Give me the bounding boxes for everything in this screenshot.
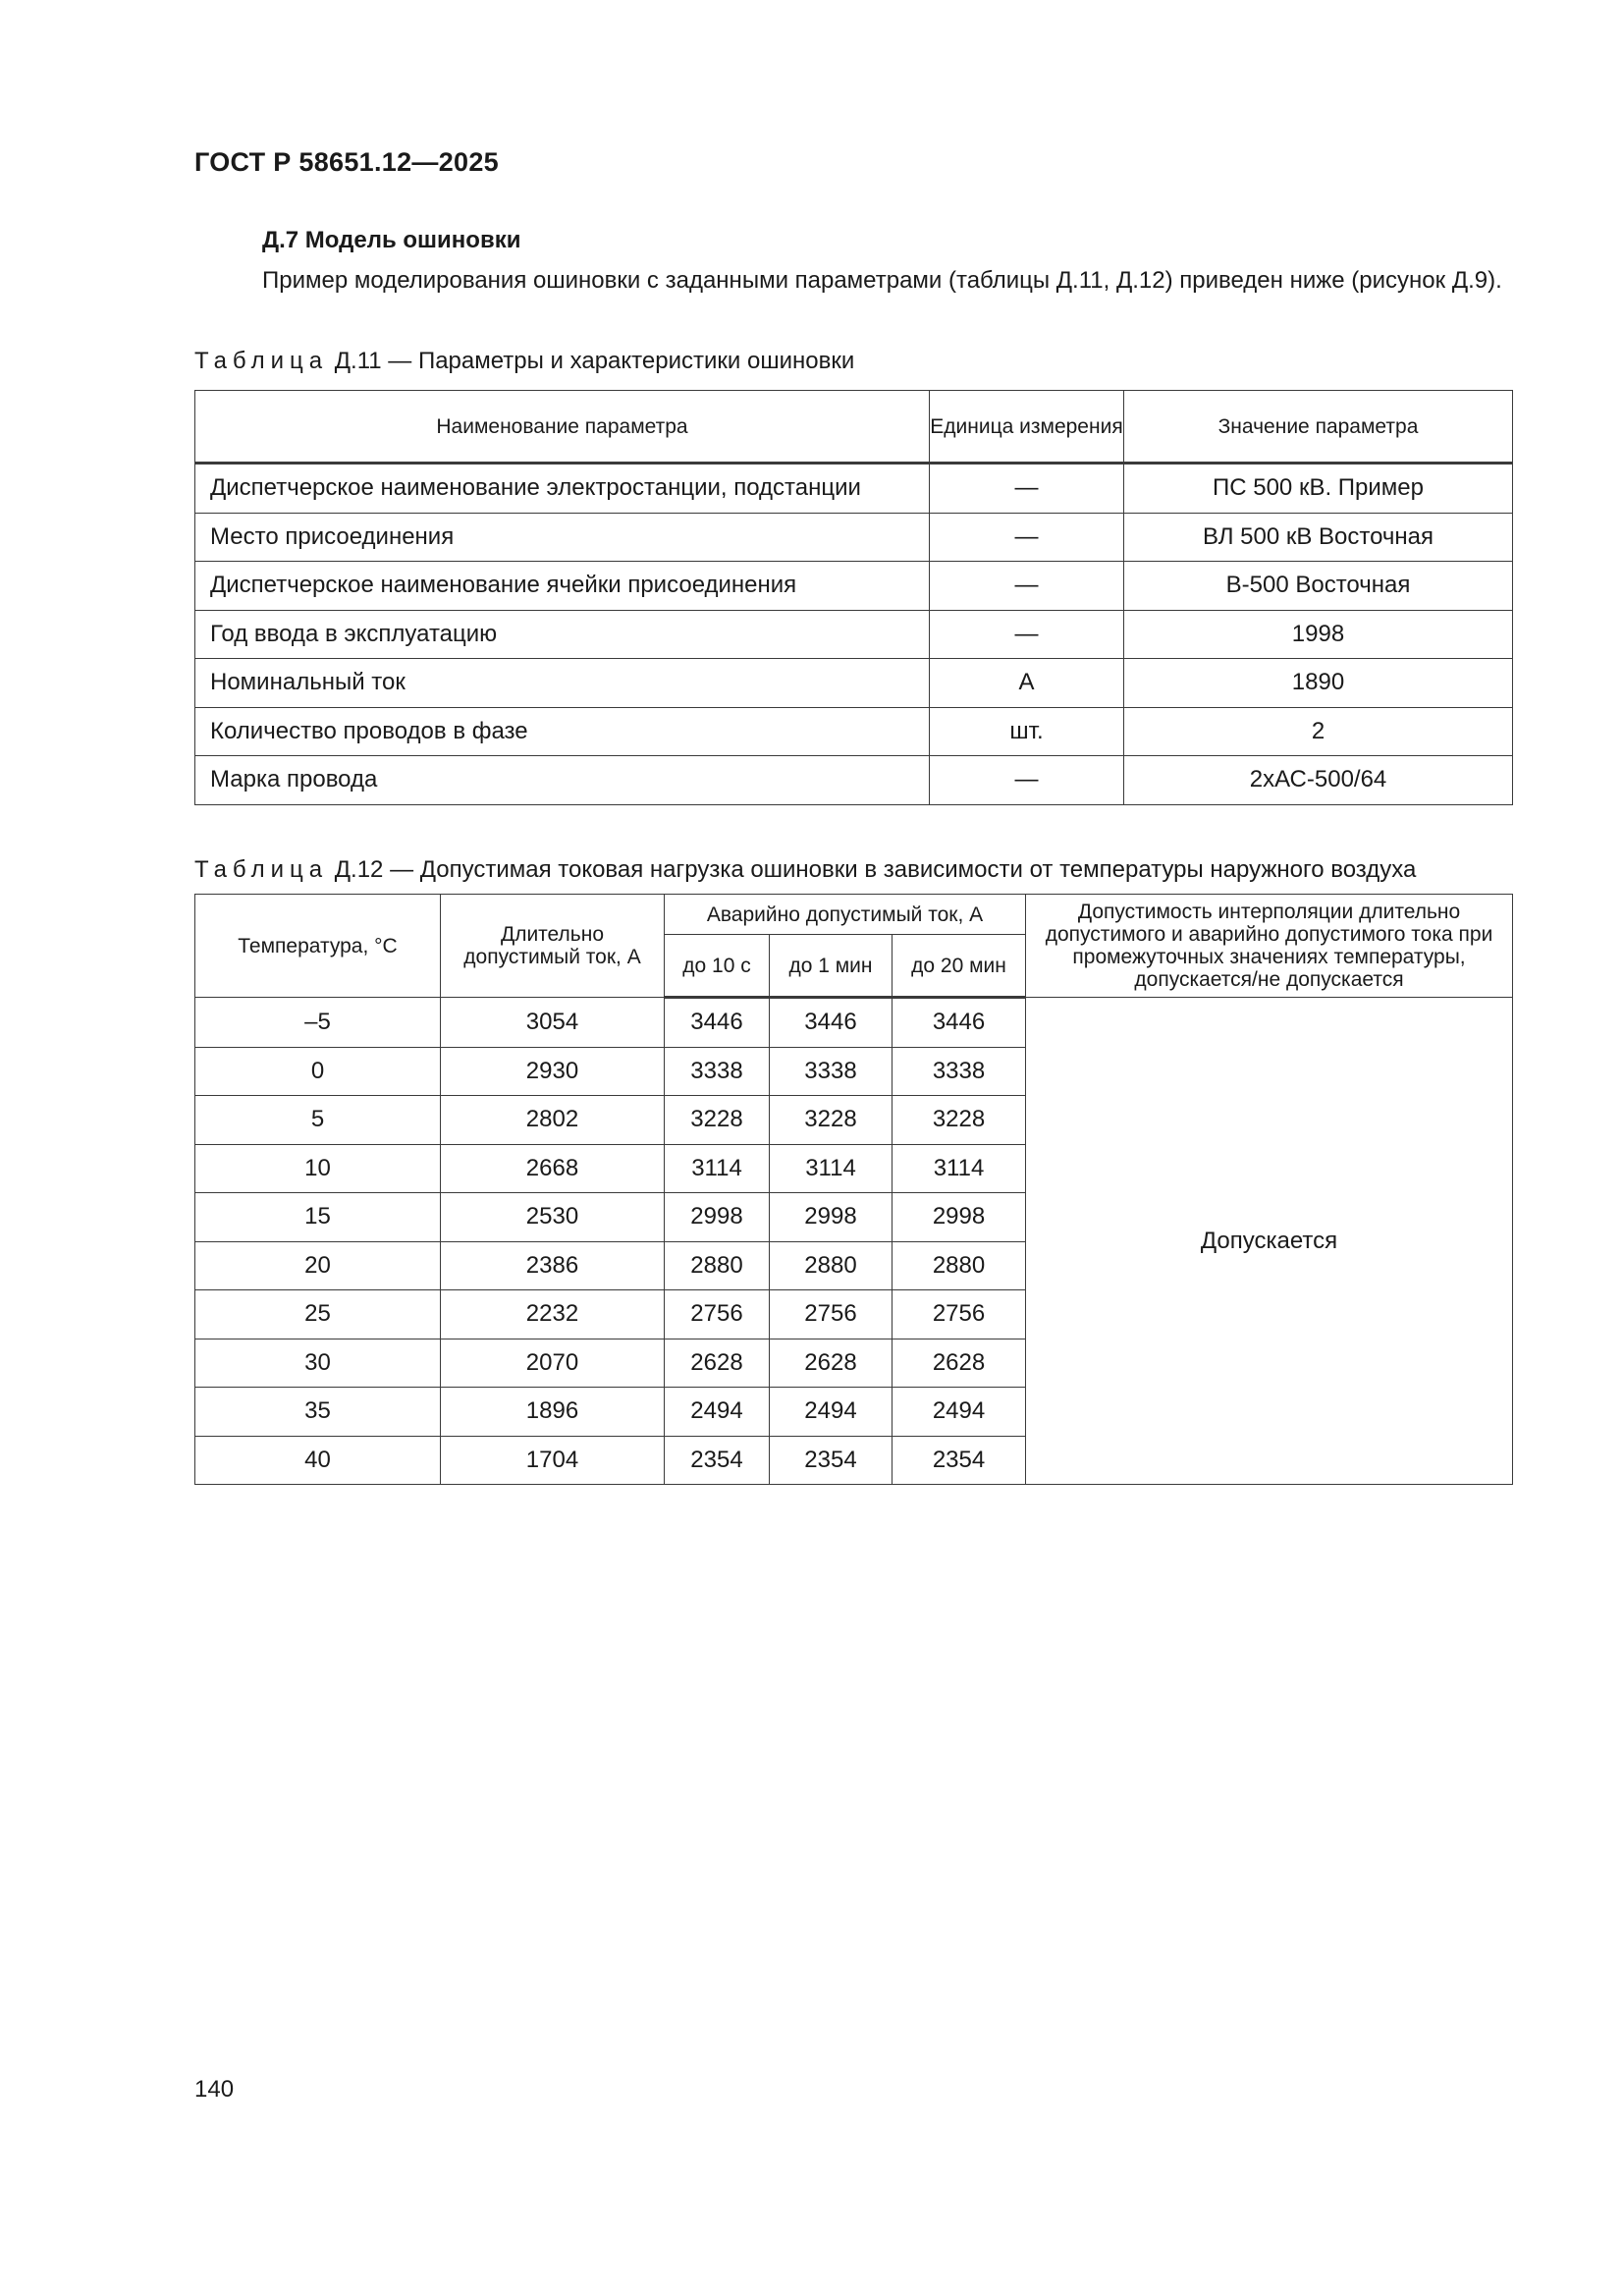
table-d12-caption-text: Д.12 — Допустимая токовая нагрузка ошиновки в зависимости от температуры наружного воздуха (334, 856, 1417, 883)
continuous-current-cell: 2070 (441, 1339, 665, 1388)
table-row (195, 659, 1513, 708)
table-d11 (194, 390, 1513, 805)
emergency-1min-cell: 2756 (770, 1290, 893, 1339)
emergency-1min-cell: 3446 (770, 998, 893, 1048)
table-d12 (194, 894, 1513, 1485)
emergency-1min-cell: 2494 (770, 1388, 893, 1437)
emergency-10s-cell: 3446 (665, 998, 770, 1048)
parameter-name-cell: Диспетчерское наименование электростанции, подстанции (195, 464, 930, 514)
value-cell: ПС 500 кВ. Пример (1124, 464, 1513, 514)
table-row (195, 562, 1513, 611)
continuous-current-cell: 3054 (441, 998, 665, 1048)
temperature-cell: 10 (195, 1144, 441, 1193)
section-paragraph: Пример моделирования ошиновки с заданными параметрами (таблицы Д.11, Д.12) приведен ниже (рисунок Д.9). (262, 267, 1502, 294)
table-row (195, 464, 1513, 514)
emergency-20min-cell: 2756 (893, 1290, 1026, 1339)
temperature-cell: 20 (195, 1241, 441, 1290)
unit-cell: — (930, 756, 1124, 805)
continuous-current-cell: 2530 (441, 1193, 665, 1242)
table-d11-header-value: Значение параметра (1124, 391, 1513, 464)
continuous-current-cell: 2802 (441, 1096, 665, 1145)
table-d12-body (195, 895, 1513, 1485)
emergency-10s-cell: 3338 (665, 1047, 770, 1096)
emergency-10s-cell: 2628 (665, 1339, 770, 1388)
page-number: 140 (194, 2076, 235, 2103)
value-cell: В-500 Восточная (1124, 562, 1513, 611)
emergency-20min-cell: 2880 (893, 1241, 1026, 1290)
emergency-20min-cell: 3228 (893, 1096, 1026, 1145)
document-header-title: ГОСТ Р 58651.12—2025 (194, 147, 499, 177)
interpolation-value-cell: Допускается (1026, 998, 1513, 1485)
table-d11-caption-word: Таблица (194, 348, 329, 374)
emergency-10s-cell: 2494 (665, 1388, 770, 1437)
parameter-name-cell: Диспетчерское наименование ячейки присоединения (195, 562, 930, 611)
table-row (195, 707, 1513, 756)
section-title: Д.7 Модель ошиновки (262, 227, 521, 253)
unit-cell: А (930, 659, 1124, 708)
emergency-1min-cell: 2880 (770, 1241, 893, 1290)
continuous-current-cell: 2386 (441, 1241, 665, 1290)
table-d11-header-parameter-name: Наименование параметра (195, 391, 930, 464)
emergency-10s-cell: 2998 (665, 1193, 770, 1242)
continuous-current-cell: 1896 (441, 1388, 665, 1437)
emergency-1min-cell: 2628 (770, 1339, 893, 1388)
emergency-20min-cell: 2998 (893, 1193, 1026, 1242)
emergency-1min-cell: 3338 (770, 1047, 893, 1096)
table-d12-header-emergency-sub: до 1 мин (770, 935, 893, 998)
emergency-20min-cell: 2628 (893, 1339, 1026, 1388)
temperature-cell: 5 (195, 1096, 441, 1145)
value-cell: 2 (1124, 707, 1513, 756)
emergency-20min-cell: 3114 (893, 1144, 1026, 1193)
table-row (195, 610, 1513, 659)
temperature-cell: 40 (195, 1436, 441, 1485)
table-d12-header-row-1 (195, 895, 1513, 935)
unit-cell: шт. (930, 707, 1124, 756)
table-row (195, 756, 1513, 805)
emergency-20min-cell: 2494 (893, 1388, 1026, 1437)
unit-cell: — (930, 464, 1124, 514)
unit-cell: — (930, 513, 1124, 562)
temperature-cell: 35 (195, 1388, 441, 1437)
continuous-current-cell: 2232 (441, 1290, 665, 1339)
temperature-cell: 0 (195, 1047, 441, 1096)
parameter-name-cell: Номинальный ток (195, 659, 930, 708)
parameter-name-cell: Год ввода в эксплуатацию (195, 610, 930, 659)
table-row (195, 998, 1513, 1048)
unit-cell: — (930, 610, 1124, 659)
table-d12-caption-word: Таблица (194, 856, 329, 883)
table-d11-header-unit: Единица измерения (930, 391, 1124, 464)
unit-cell: — (930, 562, 1124, 611)
temperature-cell: 30 (195, 1339, 441, 1388)
value-cell: 2хАС-500/64 (1124, 756, 1513, 805)
temperature-cell: 25 (195, 1290, 441, 1339)
table-d11-caption (194, 348, 854, 375)
value-cell: 1998 (1124, 610, 1513, 659)
table-d11-header-row (195, 391, 1513, 464)
table-d12-header-continuous-current: Длительно допустимый ток, А (441, 895, 665, 998)
emergency-20min-cell: 2354 (893, 1436, 1026, 1485)
table-d12-header-emergency-current: Аварийно допустимый ток, А (665, 895, 1026, 935)
temperature-cell: –5 (195, 998, 441, 1048)
emergency-1min-cell: 3114 (770, 1144, 893, 1193)
table-d12-caption (194, 856, 1416, 884)
emergency-1min-cell: 2998 (770, 1193, 893, 1242)
value-cell: 1890 (1124, 659, 1513, 708)
emergency-10s-cell: 2354 (665, 1436, 770, 1485)
value-cell: ВЛ 500 кВ Восточная (1124, 513, 1513, 562)
continuous-current-cell: 1704 (441, 1436, 665, 1485)
table-d12-header-temperature: Температура, °С (195, 895, 441, 998)
table-d12-header-emergency-sub: до 10 с (665, 935, 770, 998)
parameter-name-cell: Место присоединения (195, 513, 930, 562)
emergency-20min-cell: 3446 (893, 998, 1026, 1048)
continuous-current-cell: 2930 (441, 1047, 665, 1096)
table-d12-header-interpolation: Допустимость интерполяции длительно допустимого и аварийно допустимого тока при промежуточных значениях температуры, допускается/не допускается (1026, 895, 1513, 998)
emergency-10s-cell: 2880 (665, 1241, 770, 1290)
table-d11-caption-text: Д.11 — Параметры и характеристики ошиновки (334, 348, 855, 374)
emergency-1min-cell: 3228 (770, 1096, 893, 1145)
table-row (195, 513, 1513, 562)
parameter-name-cell: Количество проводов в фазе (195, 707, 930, 756)
table-d11-body (195, 391, 1513, 805)
parameter-name-cell: Марка провода (195, 756, 930, 805)
continuous-current-cell: 2668 (441, 1144, 665, 1193)
emergency-10s-cell: 2756 (665, 1290, 770, 1339)
emergency-10s-cell: 3228 (665, 1096, 770, 1145)
emergency-10s-cell: 3114 (665, 1144, 770, 1193)
emergency-1min-cell: 2354 (770, 1436, 893, 1485)
emergency-20min-cell: 3338 (893, 1047, 1026, 1096)
table-d12-header-emergency-sub: до 20 мин (893, 935, 1026, 998)
temperature-cell: 15 (195, 1193, 441, 1242)
